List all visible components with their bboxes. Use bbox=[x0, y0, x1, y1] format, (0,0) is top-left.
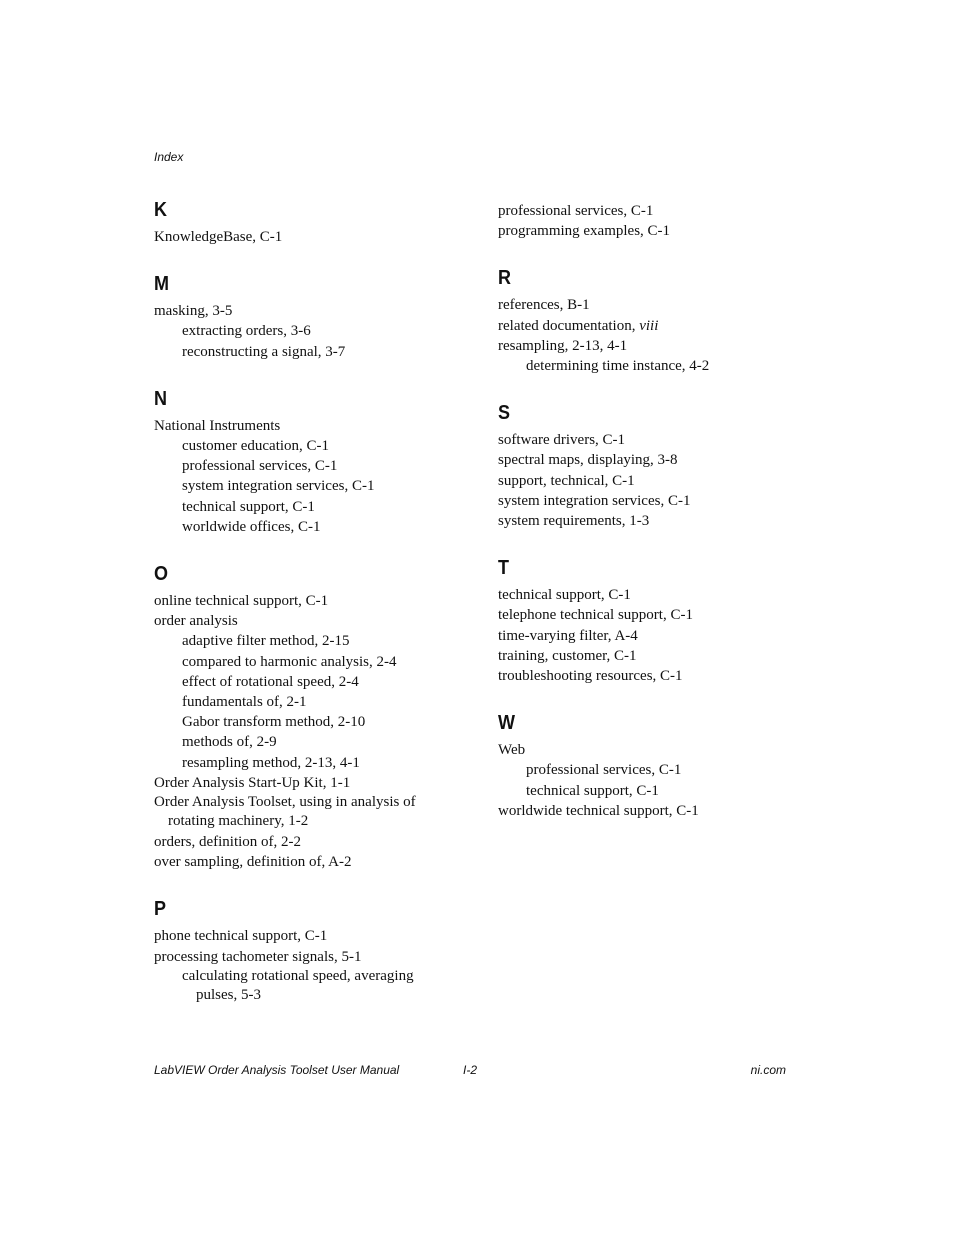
index-subentry bbox=[498, 760, 798, 780]
index-subentry bbox=[154, 753, 454, 773]
index-entry bbox=[498, 491, 798, 511]
footer-page-number: I-2 bbox=[463, 1063, 478, 1077]
entry-text: troubleshooting resources, C-1 bbox=[498, 668, 683, 685]
index-entry bbox=[498, 585, 798, 605]
section-letter: W bbox=[498, 712, 516, 735]
entry-text: training, customer, C-1 bbox=[498, 647, 637, 664]
footer-manual-title: LabVIEW Order Analysis Toolset User Manual bbox=[154, 1063, 400, 1077]
index-subentry bbox=[154, 476, 454, 496]
entry-text: Web bbox=[498, 742, 526, 759]
entry-text: masking, 3-5 bbox=[154, 303, 233, 320]
index-entry bbox=[154, 852, 454, 872]
index-subentry bbox=[154, 732, 454, 752]
entry-text: system integration services, C-1 bbox=[498, 492, 691, 509]
entry-text: orders, definition of, 2-2 bbox=[154, 834, 302, 851]
entry-text: Order Analysis Toolset, using in analysis of rotating machinery, 1-2 bbox=[154, 794, 416, 830]
index-subentry bbox=[154, 517, 454, 537]
index-entry bbox=[498, 450, 798, 470]
index-subentry bbox=[154, 692, 454, 712]
section-letter: P bbox=[154, 898, 167, 921]
entry-text: system integration services, C-1 bbox=[182, 478, 375, 495]
entry-text: Gabor transform method, 2-10 bbox=[182, 714, 366, 731]
entry-text: technical support, C-1 bbox=[526, 782, 659, 799]
entry-text: software drivers, C-1 bbox=[498, 432, 626, 449]
index-entry bbox=[154, 793, 454, 832]
index-subentry bbox=[154, 342, 454, 362]
entry-text: support, technical, C-1 bbox=[498, 472, 635, 489]
index-entry bbox=[498, 316, 798, 336]
section-letter: N bbox=[154, 387, 168, 410]
entry-text: compared to harmonic analysis, 2-4 bbox=[182, 653, 397, 670]
index-entry bbox=[154, 773, 454, 793]
index-subentry bbox=[154, 456, 454, 476]
index-section-w bbox=[498, 711, 798, 821]
entry-text: methods of, 2-9 bbox=[182, 734, 277, 751]
entry-text: professional services, C-1 bbox=[498, 203, 654, 219]
section-letter: M bbox=[154, 273, 170, 296]
entry-text: online technical support, C-1 bbox=[154, 593, 329, 610]
entry-text: determining time instance, 4-2 bbox=[526, 358, 710, 375]
entry-text: spectral maps, displaying, 3-8 bbox=[498, 452, 678, 469]
section-letter: T bbox=[498, 557, 509, 580]
entry-text: KnowledgeBase, C-1 bbox=[154, 229, 283, 245]
section-letter: R bbox=[498, 267, 512, 290]
entry-text: fundamentals of, 2-1 bbox=[182, 694, 307, 711]
entry-text: worldwide offices, C-1 bbox=[182, 518, 321, 535]
entry-text: professional services, C-1 bbox=[526, 762, 682, 779]
index-entry bbox=[154, 416, 454, 436]
index-entry bbox=[498, 511, 798, 531]
index-section-o bbox=[154, 562, 454, 872]
index-section-continued bbox=[498, 201, 798, 241]
entry-text: extracting orders, 3-6 bbox=[182, 323, 311, 340]
footer-website: ni.com bbox=[750, 1063, 786, 1077]
index-entry bbox=[154, 591, 454, 611]
index-subentry bbox=[154, 652, 454, 672]
index-section-m bbox=[154, 272, 454, 362]
entry-text: technical support, C-1 bbox=[498, 587, 631, 604]
index-entry bbox=[498, 801, 798, 821]
index-subentry bbox=[498, 356, 798, 376]
entry-text: time-varying filter, A-4 bbox=[498, 627, 638, 644]
index-entry bbox=[498, 430, 798, 450]
index-subentry bbox=[154, 436, 454, 456]
entry-text: system requirements, 1-3 bbox=[498, 513, 650, 530]
index-section-p bbox=[154, 897, 454, 1005]
index-entry bbox=[498, 626, 798, 646]
index-section-n bbox=[154, 387, 454, 537]
entry-text: technical support, C-1 bbox=[182, 498, 315, 515]
entry-text: National Instruments bbox=[154, 417, 281, 434]
index-entry bbox=[154, 227, 454, 247]
entry-text: Order Analysis Start-Up Kit, 1-1 bbox=[154, 774, 351, 791]
index-entry bbox=[498, 201, 798, 221]
index-section-s bbox=[498, 401, 798, 531]
index-entry bbox=[498, 605, 798, 625]
index-subentry bbox=[154, 712, 454, 732]
entry-text: adaptive filter method, 2-15 bbox=[182, 633, 350, 650]
index-entry bbox=[154, 301, 454, 321]
entry-text: order analysis bbox=[154, 613, 238, 630]
index-entry bbox=[154, 832, 454, 852]
entry-text: processing tachometer signals, 5-1 bbox=[154, 948, 362, 965]
entry-text: effect of rotational speed, 2-4 bbox=[182, 673, 359, 690]
index-subentry bbox=[498, 781, 798, 801]
index-subentry bbox=[154, 672, 454, 692]
entry-page-ref: viii bbox=[639, 317, 659, 334]
index-entry bbox=[154, 926, 454, 946]
entry-text: references, B-1 bbox=[498, 297, 590, 314]
index-entry bbox=[498, 740, 798, 760]
running-head: Index bbox=[154, 150, 184, 164]
index-subentry bbox=[154, 497, 454, 517]
index-entry bbox=[498, 221, 798, 241]
index-column-right bbox=[498, 201, 798, 846]
index-subentry bbox=[154, 321, 454, 341]
index-subentry bbox=[154, 967, 454, 1006]
section-letter: K bbox=[154, 199, 168, 221]
entry-text: worldwide technical support, C-1 bbox=[498, 802, 699, 819]
entry-text: over sampling, definition of, A-2 bbox=[154, 854, 352, 871]
index-entry bbox=[498, 666, 798, 686]
entry-text: programming examples, C-1 bbox=[498, 223, 671, 240]
index-entry bbox=[498, 295, 798, 315]
index-entry bbox=[154, 947, 454, 967]
entry-text: reconstructing a signal, 3-7 bbox=[182, 343, 346, 360]
section-letter: O bbox=[154, 563, 169, 586]
entry-text: resampling, 2-13, 4-1 bbox=[498, 337, 628, 354]
index-entry bbox=[154, 611, 454, 631]
section-letter: S bbox=[498, 402, 511, 425]
entry-text: professional services, C-1 bbox=[182, 458, 338, 475]
index-entry bbox=[498, 471, 798, 491]
entry-text: telephone technical support, C-1 bbox=[498, 607, 693, 624]
index-entry bbox=[498, 336, 798, 356]
entry-text: related documentation, bbox=[498, 317, 640, 334]
index-subentry bbox=[154, 631, 454, 651]
index-section-r bbox=[498, 266, 798, 376]
index-entry bbox=[498, 646, 798, 666]
index-section-t bbox=[498, 556, 798, 686]
index-column-left bbox=[154, 198, 454, 1031]
entry-text: calculating rotational speed, averaging pulses, 5-3 bbox=[182, 967, 414, 1003]
entry-text: customer education, C-1 bbox=[182, 438, 330, 455]
entry-text: resampling method, 2-13, 4-1 bbox=[182, 754, 360, 771]
index-section-k bbox=[154, 198, 454, 247]
entry-text: phone technical support, C-1 bbox=[154, 928, 328, 945]
